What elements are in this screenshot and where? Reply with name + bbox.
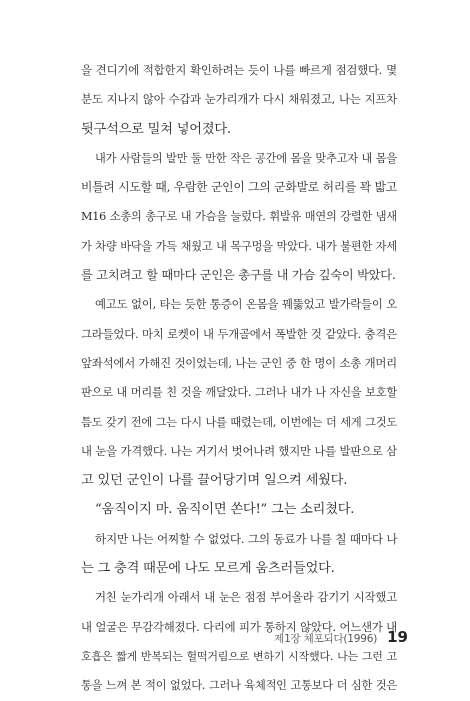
- text-line: 내 얼굴은 무감각해졌다. 다리에 피가 통하지 않았다. 어느샌가 내: [81, 619, 397, 634]
- text-line: 가 차량 바닥을 가득 채웠고 내 목구멍을 막았다. 내가 불편한 자세: [81, 239, 397, 253]
- text-line: 내가 사람들의 발만 둘 만한 작은 공간에 몸을 맞추고자 내 몸을: [95, 151, 397, 165]
- text-line: 틈도 갖기 전에 그는 다시 나를 때렸는데, 이번에는 더 세게 그것도: [81, 415, 397, 429]
- text-line: 는 그 충격 때문에 나도 모르게 움츠러들었다.: [81, 561, 335, 577]
- running-head: 제1장 체포되다(1996): [274, 633, 378, 645]
- body-text: [81, 56, 397, 701]
- text-line: 고 있던 군인이 나를 끌어당기며 일으켜 세웠다.: [81, 473, 348, 489]
- text-line: 하지만 나는 어찌할 수 없었다. 그의 동료가 나를 칠 때마다 나: [95, 531, 398, 546]
- text-line: 예고도 없이, 타는 듯한 통증이 온몸을 꿰뚫었고 발가락들이 오: [95, 297, 397, 312]
- text-line: 내 눈을 가격했다. 나는 거기서 벗어나려 했지만 나를 발판으로 삼: [81, 443, 397, 458]
- text-line: 그라들었다. 마치 로켓이 내 두개골에서 폭발한 것 같았다. 충격은: [81, 326, 397, 341]
- text-line: 앞좌석에서 가해진 것이었는데, 나는 군인 중 한 명이 소총 개머리: [81, 355, 397, 370]
- text-line: 을 견디기에 적합한지 확인하려는 듯이 나를 빠르게 점검했다. 몇: [81, 63, 397, 77]
- text-line: M16 소총의 총구로 내 가슴을 눌렀다. 휘발유 매연의 강렬한 냄새: [81, 210, 397, 224]
- text-line: 비틀려 시도할 때, 우람한 군인이 그의 군화발로 허리를 꽉 밟고: [81, 180, 397, 195]
- text-line: 거친 눈가리개 아래서 내 눈은 점점 부어올라 감기기 시작했고: [95, 590, 397, 605]
- text-line: 를 고치려고 할 때마다 군인은 총구를 내 가슴 깊숙이 박았다.: [81, 268, 396, 283]
- text-line: 판으로 내 머리를 친 것을 깨달았다. 그러나 내가 나 자신을 보호할: [81, 386, 397, 400]
- text-line: 뒷구석으로 밀쳐 넣어졌다.: [81, 121, 231, 137]
- text-line: 호흡은 짧게 반복되는 헐떡거림으로 변하기 시작했다. 나는 그런 고: [81, 649, 397, 663]
- text-line: “움직이지 마. 움직이면 쏜다!” 그는 소리쳤다.: [95, 502, 355, 518]
- text-line: 분도 지나지 않아 수갑과 눈가리개가 다시 채워졌고, 나는 지프차: [81, 92, 397, 107]
- page-number: 19: [387, 628, 408, 646]
- text-line: 통을 느껴 본 적이 없었다. 그러나 육체적인 고통보다 더 심한 것은: [81, 679, 397, 693]
- page-footer: [274, 628, 408, 646]
